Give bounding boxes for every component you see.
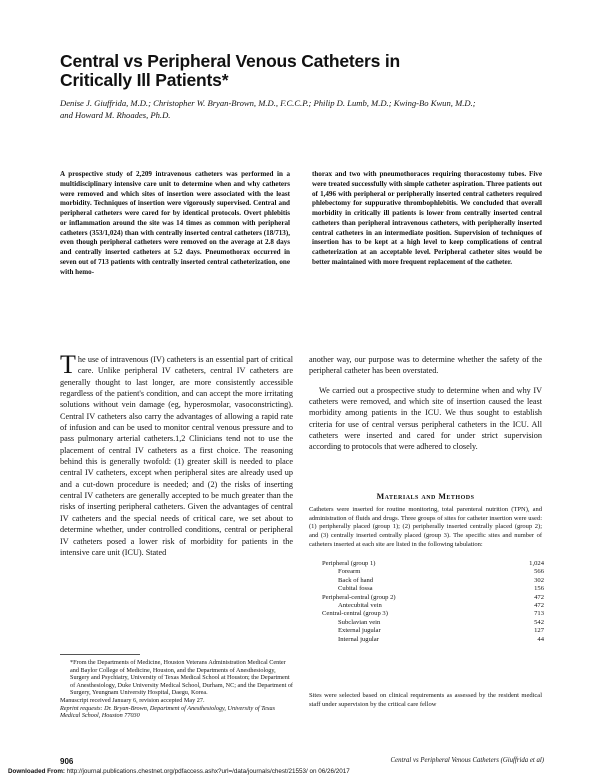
insertion-sites-table <box>322 560 544 644</box>
site-count: 302 <box>534 576 544 584</box>
table-row <box>322 602 544 610</box>
footnote-received: Manuscript received January 6, revision accepted May 27. <box>60 696 205 704</box>
site-count: 127 <box>534 627 544 635</box>
site-count: 566 <box>534 568 544 576</box>
methods-heading: Materials and Methods <box>376 492 475 501</box>
site-label: Antecubital vein <box>338 602 382 610</box>
table-row <box>322 560 544 568</box>
table-row <box>322 594 544 602</box>
site-label: Forearm <box>338 568 361 576</box>
footnote-affiliation: *From the Departments of Medicine, Houston Veterans Administration Medical Center and Baylor College of Medicine, Houston, and the Departments of Anesthesiology, Surgery and Psychiatry, University of Texas Medical School at Houston; the Department of Anesthesiology, Duke University Medical School, Durham, NC; and the Department of Surgery, Yeungnam University Hospital, Daegu, Korea. <box>70 659 293 697</box>
site-label: External jugular <box>338 627 381 635</box>
footnote <box>60 659 293 720</box>
download-label: Downloaded From: <box>8 768 66 775</box>
site-count: 1,024 <box>529 560 544 567</box>
site-label: Peripheral (group 1) <box>322 560 376 567</box>
site-label: Back of hand <box>338 576 374 584</box>
site-count: 156 <box>534 585 544 593</box>
body-right-column <box>309 354 542 461</box>
article-title: Central vs Peripheral Venous Catheters in Critically Ill Patients* <box>60 51 400 90</box>
table-row <box>322 636 544 644</box>
methods-paragraph: Catheters were inserted for routine monitoring, total parenteral nutrition (TPN), and administration of fluids and drugs. Three groups of sites for catheter insertion were used: (1) peripherally placed (group 1); (2) peripherally inserted centrally placed (group 2); and (3) centrally inserted centrally placed (group 3). The specific sites and number of catheters inserted at each site are listed in the following tabulation: <box>309 506 542 548</box>
table-row <box>322 568 544 576</box>
running-head: Central vs Peripheral Venous Catheters (Giuffrida et al) <box>390 757 544 764</box>
download-url: http://journal.publications.chestnet.org/pdfaccess.ashx?url=/data/journals/chest/21553/ on 06/26/2017 <box>65 768 350 775</box>
site-label: Peripheral-central (group 2) <box>322 593 396 601</box>
abstract-left-column: A prospective study of 2,209 intravenous catheters was performed in a multidisciplinary intensive care unit to determine when and why catheters were removed and which sites of insertion were associated with the least morbidity. Techniques of insertion were vigorously supervised. Central and peripheral catheters were cared for by identical protocols. Overt phlebitis or inflammation around the site was 14 times as common with peripheral catheters (353/1,024) than with centrally inserted central catheters (18/713), even though peripheral catheters were removed on the average at 2.8 days and centrally inserted catheters at 5.2 days. Pneumothorax occurred in seven out of 713 patients with centrally inserted central catheterization, one with hemo- <box>60 170 290 276</box>
footnote-divider <box>60 654 140 655</box>
footnote-reprint: Reprint requests: Dr. Bryan-Brown, Department of Anesthesiology, University of Texas Medical School, Houston 77030 <box>60 704 276 720</box>
table-row <box>322 627 544 635</box>
table-row <box>322 610 544 618</box>
table-row <box>322 619 544 627</box>
author-list: Denise J. Giuffrida, M.D.; Christopher W. Bryan-Brown, M.D., F.C.C.P.; Philip D. Lumb, M.D.; Kwing-Bo Kwun, M.D.; and Howard M. Rhoades, Ph.D. <box>60 98 476 120</box>
intro-continuation: another way, our purpose was to determine whether the safety of the peripheral catheter has been overstated. <box>309 355 542 376</box>
drop-cap: T <box>60 350 76 379</box>
site-count: 713 <box>534 610 544 618</box>
download-notice <box>8 768 592 775</box>
site-count: 472 <box>534 602 544 610</box>
table-row <box>322 585 544 593</box>
site-count: 542 <box>534 618 544 626</box>
site-label: Central-central (group 3) <box>322 610 388 618</box>
table-row <box>322 577 544 585</box>
abstract-right-column: thorax and two with pneumothoraces requiring thoracostomy tubes. Five were treated successfully with simple catheter aspiration. Three patients out of 1,496 with peripheral or peripherally inserted central catheters required phlebectomy for suppurative thrombophlebitis. We concluded that overall morbidity in critically ill patients is lower from centrally inserted central catheters than peripheral intravenous catheters, with peripherally inserted central catheters in an intermediate position. Supervision of techniques of insertion has to be kept at a high level to keep complications of central catheterization at an acceptable level. Peripheral catheter sites would be better maintained with more frequent replacement of the catheter. <box>312 170 542 266</box>
site-label: Subclavian vein <box>338 618 381 626</box>
site-label: Cubital fossa <box>338 585 373 593</box>
site-count: 44 <box>537 635 544 643</box>
body-left-column <box>60 350 293 558</box>
page-number: 906 <box>60 757 74 766</box>
site-label: Internal jugular <box>338 635 379 643</box>
site-count: 472 <box>534 593 544 601</box>
study-purpose-paragraph: We carried out a prospective study to determine when and why IV catheters were removed, and which site of insertion caused the least morbidity among patients in the ICU. We thus sought to establish criteria for use of central versus peripheral catheters in the ICU. All catheters were inserted and cared for under strict supervision according to protocols that were adhered to closely. <box>309 385 542 452</box>
introduction-text: he use of intravenous (IV) catheters is an essential part of critical care. Unlike peripheral IV catheters, central IV catheters are generally thought to last longer, are more consistently accessible regardless of the patient's condition, and can accept the more irritating solutions without vein damage (eg, hyperosmolar, vasoconstricting). Central IV catheters also carry the advantages of allowing a rapid rate of infusion and can be used to monitor central venous pressure and to pass pulmonary arterial catheters.1,2 Clinicians tend not to use the placement of central IV catheters as a first choice. The reasoning behind this is generally twofold: (1) greater skill is needed to place central IV catheters, except when peripheral sites are already used up and a cut-down procedure is needed; and (2) the risks of inserting central IV catheters are generally accepted to be much greater than the risks of inserting peripheral catheters. Given the advantages of central IV catheters and the special needs of critical care, we set about to determine whether, under controlled conditions, central or peripheral IV catheters posed a lower risk of morbidity for patients in the intensive care unit (ICU). Stated <box>60 355 293 557</box>
site-selection-paragraph: Sites were selected based on clinical requirements as assessed by the resident medical staff under supervision by the critical care fellow <box>309 692 542 708</box>
